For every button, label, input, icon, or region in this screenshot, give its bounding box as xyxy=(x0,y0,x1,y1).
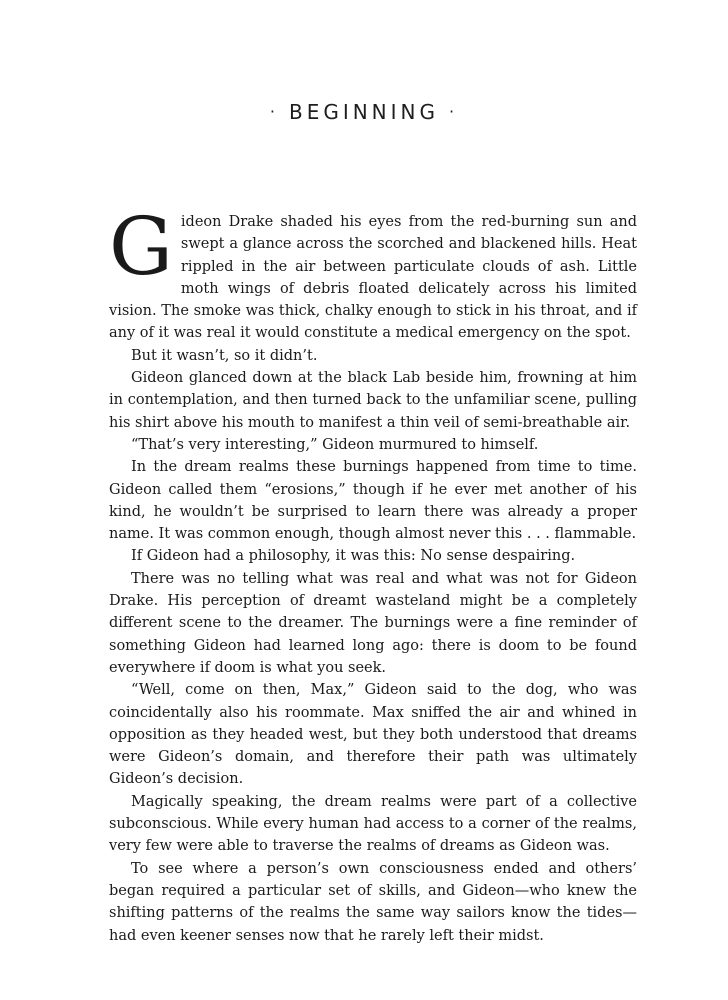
chapter-body xyxy=(109,200,637,947)
paragraph: Gideon glanced down at the black Lab beside him, frowning at him in contemplation, and then turned back to the unfamiliar scene, pulling his shirt above his mouth to manifest a thin veil of semi-breathable air. xyxy=(109,370,637,431)
ornament-dot-right: · xyxy=(449,102,459,121)
paragraph: “Well, come on then, Max,” Gideon said to the dog, who was coincidentally also his roommate. Max sniffed the air and whined in opposition as they headed west, but they both understood that dreams were Gideon’s domain, and therefore their path was ultimately Gideon’s decision. xyxy=(109,682,637,788)
chapter-title: BEGINNING xyxy=(288,100,440,124)
paragraph xyxy=(109,200,637,345)
paragraph: If Gideon had a philosophy, it was this: No sense despairing. xyxy=(131,548,576,565)
drop-cap: G xyxy=(109,200,173,293)
ornament-dot-left: · xyxy=(269,102,279,121)
chapter-heading xyxy=(0,100,728,124)
paragraph: Magically speaking, the dream realms were part of a collective subconscious. While every human had access to a corner of the realms, very few were able to traverse the realms of dreams as Gideon was. xyxy=(109,793,637,855)
paragraph-text: ideon Drake shaded his eyes from the red-burning sun and swept a glance across the scorched and blackened hills. Heat rippled in the air between particulate clouds of ash. Little moth wings of debris floated delicately across his limited vision. The smoke was thick, chalky enough to stick in his throat, and if any of it was real it would constitute a medical emergency on the spot. xyxy=(109,214,637,342)
paragraph: To see where a person’s own consciousness ended and others’ began required a particular set of skills, and Gideon—who knew the shifting patterns of the realms the same way sailors know the tides—had even keener senses now that he rarely left their midst. xyxy=(109,860,637,944)
paragraph: “That’s very interesting,” Gideon murmured to himself. xyxy=(131,436,539,453)
paragraph: But it wasn’t, so it didn’t. xyxy=(131,347,318,364)
paragraph: In the dream realms these burnings happened from time to time. Gideon called them “erosions,” though if he ever met another of his kind, he wouldn’t be surprised to learn there was already a proper name. It was common enough, though almost never this . . . flammable. xyxy=(109,459,637,543)
paragraph: There was no telling what was real and what was not for Gideon Drake. His perception of dreamt wasteland might be a completely different scene to the dreamer. The burnings were a fine reminder of something Gideon had learned long ago: there is doom to be found everywhere if doom is what you seek. xyxy=(109,570,637,676)
